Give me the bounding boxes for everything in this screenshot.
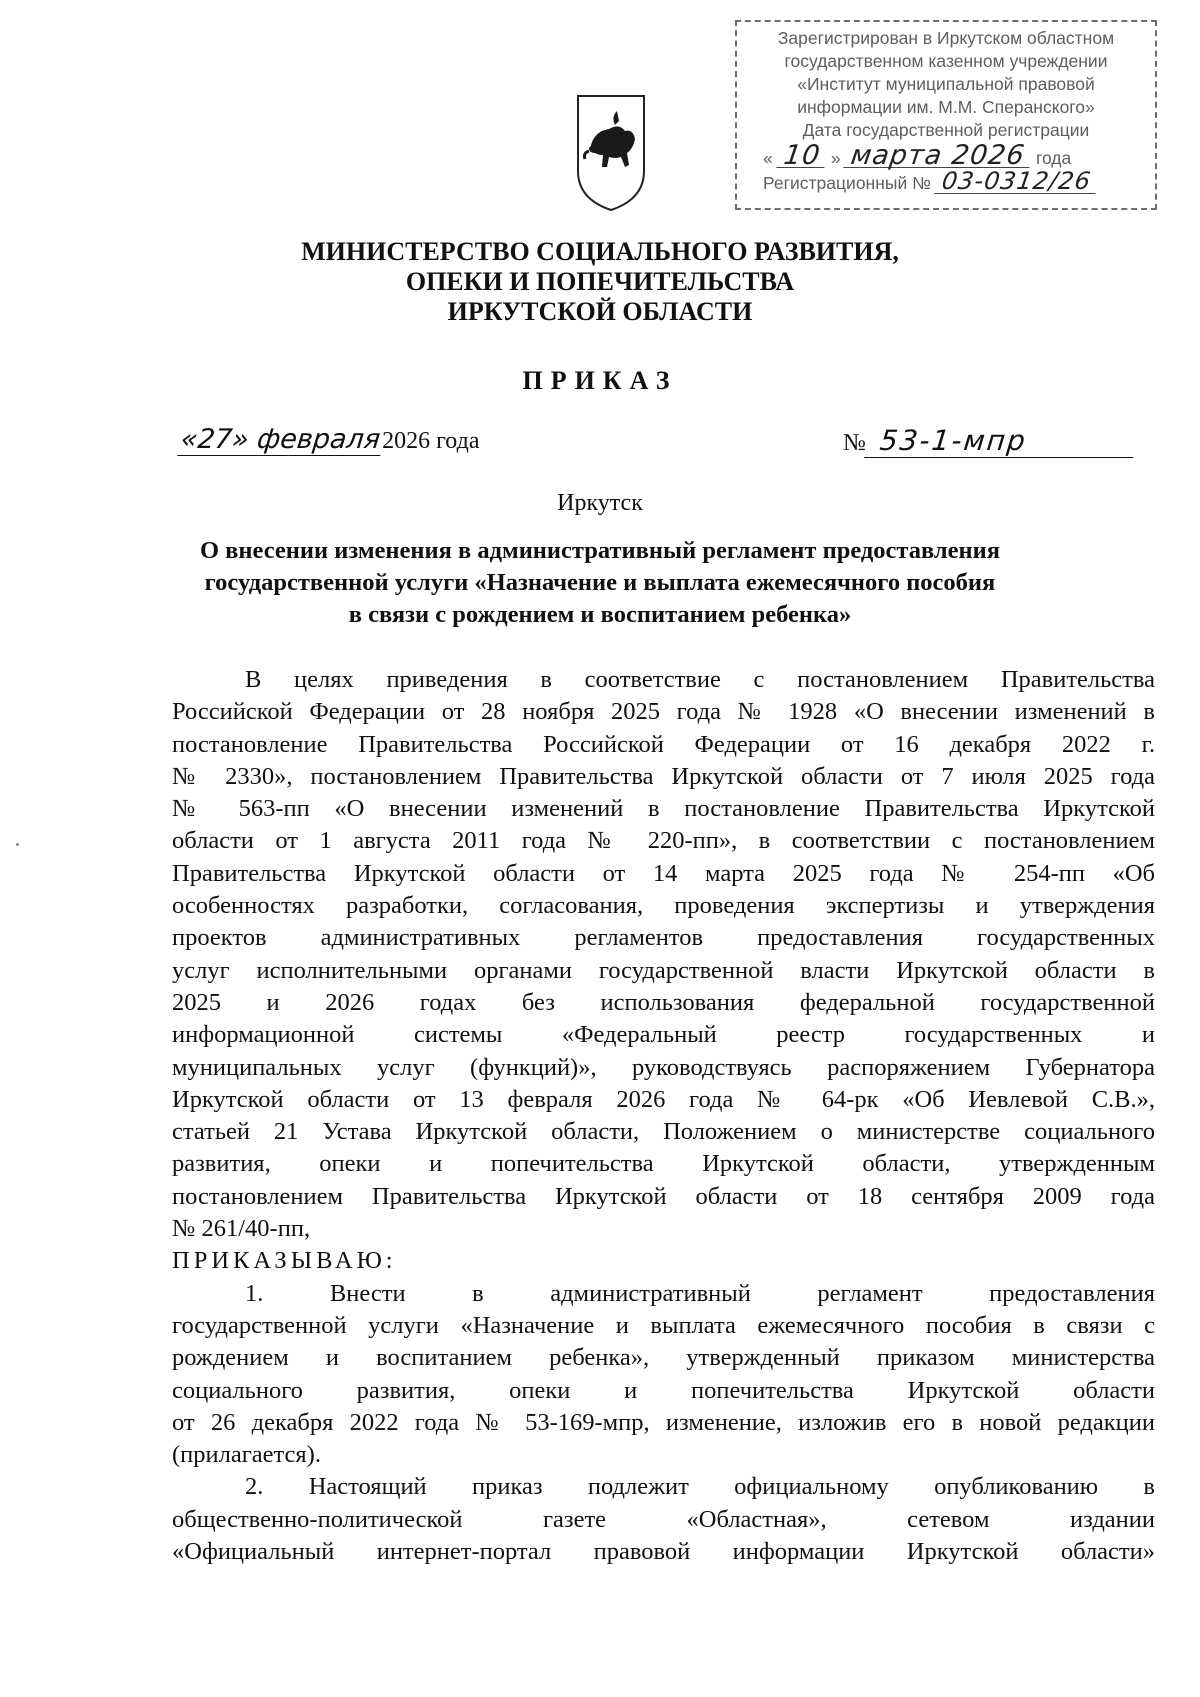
stamp-date-month: марта 2026: [844, 144, 1033, 168]
order-number-prefix: №: [843, 430, 866, 456]
stamp-reg-row: [745, 167, 1147, 195]
subject-line-3: в связи с рождением и воспитанием ребенка»: [348, 601, 852, 628]
ministry-name: [0, 237, 1200, 327]
stamp-reg-number: 03-0312/26: [934, 170, 1098, 194]
stamp-line-5: Дата государственной регистрации: [802, 120, 1090, 140]
stamp-date-day: 10: [776, 144, 828, 168]
order-subject: [0, 535, 1200, 631]
order-year: 2026 года: [382, 428, 480, 454]
stamp-line-2: государственном казенном учреждении: [784, 51, 1108, 71]
stamp-line-3: «Институт муниципальной правовой: [797, 74, 1095, 94]
preamble-line: № 261/40-пп,: [172, 1215, 311, 1243]
item-2-line: общественно-политической газете «Областная», сетевом издании: [172, 1505, 1155, 1533]
preamble-line: постановлением Правительства Иркутской области от 18 сентября 2009 года: [172, 1182, 1155, 1210]
preamble-line: № 2330», постановлением Правительства Иркутской области от 7 июля 2025 года: [172, 762, 1155, 790]
order-body: [172, 664, 1155, 1568]
paragraph-item-2: [172, 1471, 1155, 1568]
preamble-line: развития, опеки и попечительства Иркутской области, утвержденным: [172, 1150, 1155, 1178]
item-1-line: государственной услуги «Назначение и выплата ежемесячного пособия в связи с: [172, 1311, 1155, 1339]
ministry-line-2: ОПЕКИ И ПОПЕЧИТЕЛЬСТВА: [405, 267, 795, 296]
paragraph-item-1: [172, 1278, 1155, 1472]
subject-line-1: О внесении изменения в административный регламент предоставления: [200, 537, 1000, 564]
item-1-line: от 26 декабря 2022 года № 53-169-мпр, изменение, изложив его в новой редакции: [172, 1408, 1155, 1436]
preamble-line: услуг исполнительными органами государственной власти Иркутской области в: [172, 956, 1155, 984]
preamble-line: постановление Правительства Российской Федерации от 16 декабря 2022 г.: [172, 730, 1155, 758]
coat-of-arms-icon: [575, 93, 647, 213]
order-date: [179, 424, 479, 456]
document-type: ПРИКАЗ: [522, 366, 678, 395]
preamble-line: области от 1 августа 2011 года № 220-пп», в соответствии с постановлением: [172, 827, 1155, 855]
item-1-line: рождением и воспитанием ребенка», утвержденный приказом министерства: [172, 1344, 1155, 1372]
preamble-line: муниципальных услуг (функций)», руководствуясь распоряжением Губернатора: [172, 1053, 1155, 1081]
item-1-line: 1. Внести в административный регламент предоставления: [245, 1279, 1155, 1307]
item-2-line: «Официальный интернет-портал правовой информации Иркутской области»: [172, 1538, 1155, 1566]
preamble-line: Иркутской области от 13 февраля 2026 года № 64-рк «Об Иевлевой С.В.»,: [172, 1085, 1155, 1113]
stamp-line-1: Зарегистрирован в Иркутском областном: [777, 28, 1115, 48]
order-number-handwritten: 53-1-мпр: [864, 424, 1137, 458]
registration-stamp: [735, 20, 1157, 210]
paragraph-preamble: [172, 664, 1155, 1245]
preamble-line: особенностях разработки, согласования, проведения экспертизы и утверждения: [172, 892, 1155, 920]
item-1-line: социального развития, опеки и попечительства Иркутской области: [172, 1376, 1155, 1404]
preamble-line: статьей 21 Устава Иркутской области, Положением о министерстве социального: [172, 1118, 1155, 1146]
stamp-date-open: «: [763, 148, 773, 168]
item-2-line: 2. Настоящий приказ подлежит официальному опубликованию в: [245, 1473, 1155, 1501]
order-number: [843, 424, 1135, 458]
preamble-line: № 563-пп «О внесении изменений в постановление Правительства Иркутской: [172, 795, 1155, 823]
preamble-line: Российской Федерации от 28 ноября 2025 года № 1928 «О внесении изменений в: [172, 698, 1155, 726]
stamp-date-suffix: года: [1035, 148, 1072, 168]
preamble-line: Правительства Иркутской области от 14 марта 2025 года № 254-пп «Об: [172, 859, 1155, 887]
scan-speck: [16, 843, 19, 846]
order-date-handwritten: «27» февраля: [177, 424, 383, 456]
preamble-line: проектов административных регламентов предоставления государственных: [172, 924, 1155, 952]
stamp-date-close: »: [830, 148, 841, 168]
preamble-line: В целях приведения в соответствие с постановлением Правительства: [245, 666, 1155, 693]
preamble-line: 2025 и 2026 годах без использования федеральной государственной: [172, 988, 1155, 1016]
ministry-line-1: МИНИСТЕРСТВО СОЦИАЛЬНОГО РАЗВИТИЯ,: [301, 237, 899, 266]
city: Иркутск: [557, 490, 643, 516]
item-1-line: (прилагается).: [172, 1441, 321, 1469]
stamp-line-4: информации им. М.М. Сперанского»: [797, 97, 1095, 117]
stamp-reg-label: Регистрационный №: [763, 173, 931, 193]
subject-line-2: государственной услуги «Назначение и выплата ежемесячного пособия: [204, 569, 996, 596]
preamble-line: информационной системы «Федеральный реестр государственных и: [172, 1021, 1155, 1049]
order-directive-word: ПРИКАЗЫВАЮ:: [172, 1247, 397, 1275]
ministry-line-3: ИРКУТСКОЙ ОБЛАСТИ: [447, 297, 753, 326]
